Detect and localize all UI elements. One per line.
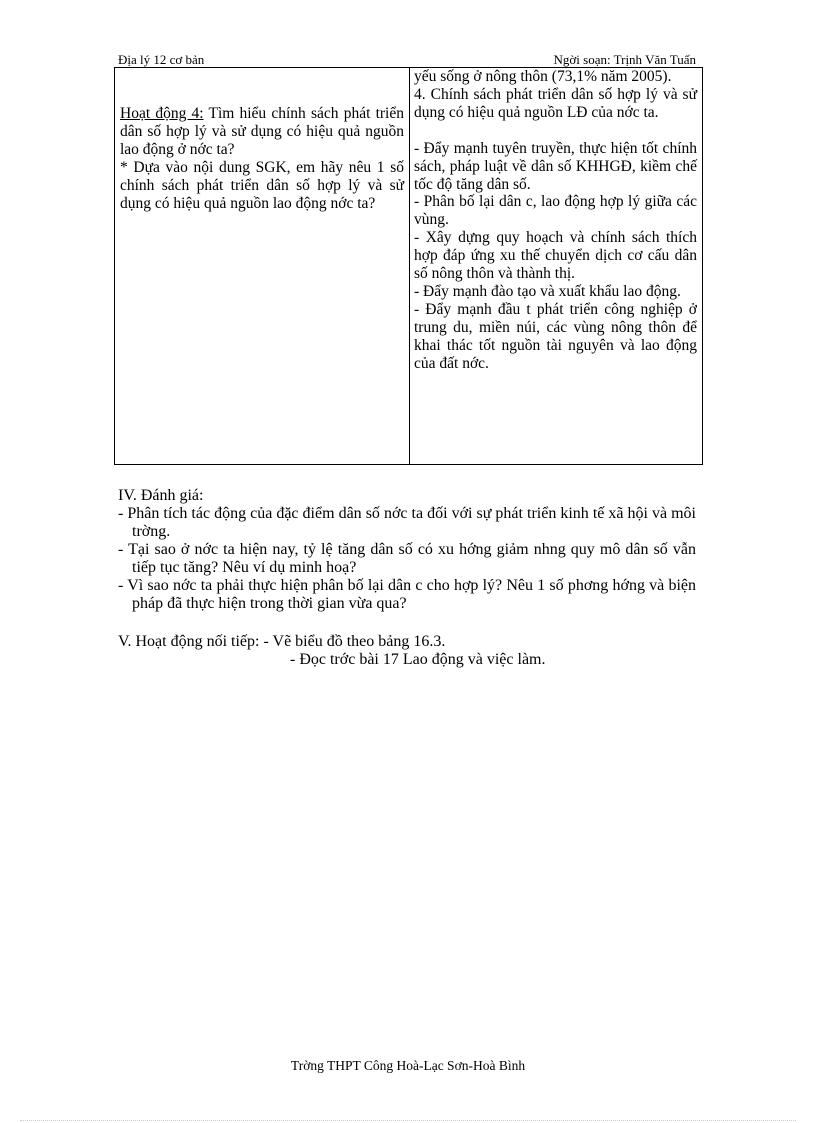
next-activity-section xyxy=(118,633,696,669)
activity-text: Tìm hiểu chính sách phát triển dân số hợp lý và sử dụng có hiệu quả nguồn lao động ở nớc ta? xyxy=(120,105,404,158)
content-intro: yếu sống ở nông thôn (73,1% năm 2005). xyxy=(414,68,672,85)
page-bottom-rule xyxy=(20,1120,796,1121)
policy-item: - Phân bố lại dân c, lao động hợp lý giữa các vùng. xyxy=(414,193,697,229)
evaluation-question: - Phân tích tác động của đặc điểm dân số nớc ta đối với sự phát triển kinh tế xã hội và môi trờng. xyxy=(118,505,696,540)
policy-item: - Xây dựng quy hoạch và chính sách thích hợp đáp ứng xu thế chuyển dịch cơ cấu dân số nông thôn và thành thị. xyxy=(414,229,697,283)
activity-title: Hoạt động 4: xyxy=(120,105,204,122)
header-author: Ngời soạn: Trịnh Văn Tuấn xyxy=(553,52,696,67)
next-activity-line: - Đọc trớc bài 17 Lao động và việc làm. xyxy=(290,651,546,668)
content-heading: 4. Chính sách phát triển dân số hợp lý và sử dụng có hiệu quả nguồn LĐ của nớc ta. xyxy=(414,85,697,121)
header-subject: Địa lý 12 cơ bản xyxy=(118,52,205,67)
activity-question: * Dựa vào nội dung SGK, em hãy nêu 1 số chính sách phát triển dân số hợp lý và sử dụng có hiệu quả nguồn lao động nớc ta? xyxy=(120,158,404,212)
policy-item: - Đẩy mạnh tuyên truyền, thực hiện tốt chính sách, pháp luật về dân số KHHGĐ, kiềm chế tốc độ tăng dân số. xyxy=(414,139,697,193)
policy-item: - Đẩy mạnh đào tạo và xuất khẩu lao động. xyxy=(414,282,681,300)
evaluation-question: - Vì sao nớc ta phải thực hiện phân bố lại dân c cho hợp lý? Nêu 1 số phơng hớng và biện pháp đã thực hiện trong thời gian vừa qua? xyxy=(118,577,696,612)
lesson-table xyxy=(114,67,703,465)
teacher-activity-column xyxy=(120,68,404,212)
evaluation-question: - Tại sao ở nớc ta hiện nay, tỷ lệ tăng dân số có xu hớng giảm nhng quy mô dân số vẫn tiếp tục tăng? Nêu ví dụ minh hoạ? xyxy=(118,541,696,576)
page-header xyxy=(118,52,696,68)
activity-paragraph xyxy=(120,105,404,159)
policy-item: - Đẩy mạnh đầu t phát triển công nghiệp ở trung du, miền núi, các vùng nông thôn để khai thác tốt nguồn tài nguyên và lao động của đất nớc. xyxy=(414,300,697,372)
evaluation-title: IV. Đánh giá: xyxy=(118,487,204,504)
content-column xyxy=(414,68,697,373)
next-activity-line: V. Hoạt động nối tiếp: - Vẽ biểu đồ theo bảng 16.3. xyxy=(118,633,446,650)
column-divider xyxy=(409,68,410,464)
evaluation-section xyxy=(118,487,696,613)
page-footer: Trờng THPT Công Hoà-Lạc Sơn-Hoà Bình xyxy=(290,1058,526,1073)
